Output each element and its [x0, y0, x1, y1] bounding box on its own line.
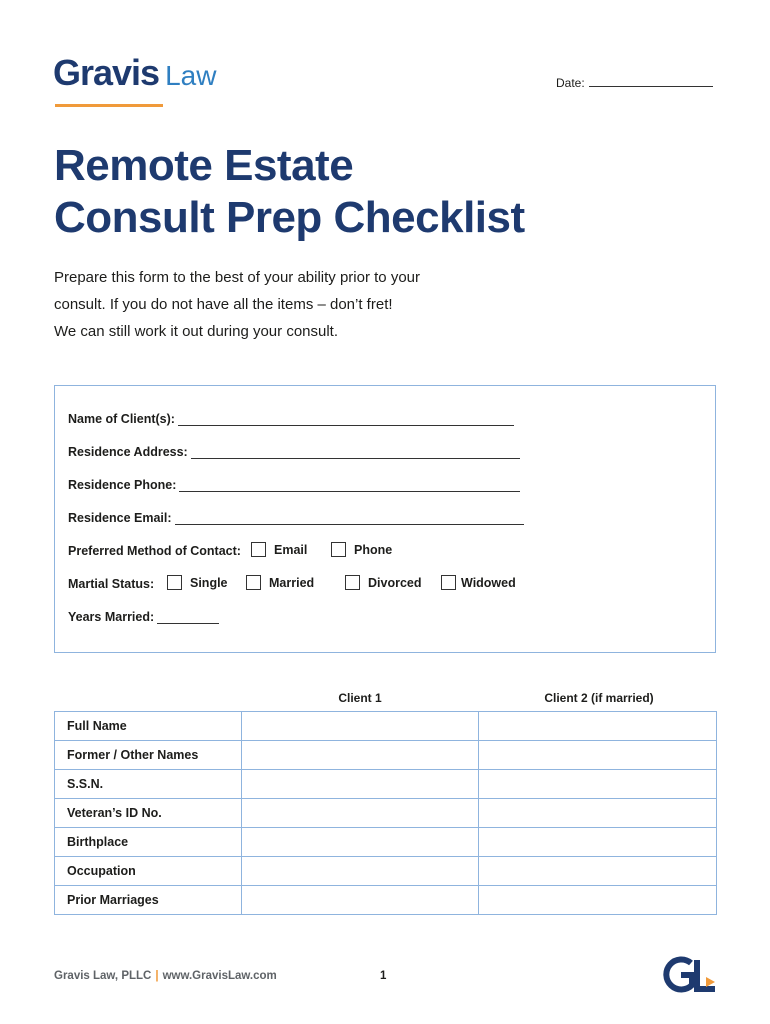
- client-1-cell[interactable]: [241, 799, 479, 828]
- client-details-table: [54, 711, 717, 915]
- intro-line-3: We can still work it out during your consult.: [54, 323, 339, 340]
- marital-status-label: Martial Status:: [68, 577, 155, 591]
- footer-company-info: [54, 970, 277, 982]
- email-label: Residence Email:: [68, 511, 172, 525]
- contact-phone-label: Phone: [354, 542, 393, 557]
- table-row: [55, 712, 717, 741]
- table-row: [55, 770, 717, 799]
- footer-separator: |: [155, 970, 159, 982]
- client-2-cell[interactable]: [479, 886, 717, 915]
- contact-phone-checkbox[interactable]: [331, 542, 346, 557]
- gl-monogram-icon: [661, 956, 721, 994]
- email-line[interactable]: [175, 512, 524, 525]
- logo-brand: Gravis: [53, 52, 160, 93]
- marital-single-checkbox[interactable]: [167, 575, 182, 590]
- phone-line[interactable]: [179, 479, 520, 492]
- client-1-cell[interactable]: [241, 886, 479, 915]
- intro-line-1: Prepare this form to the best of your ability prior to your: [54, 269, 420, 286]
- marital-married-label: Married: [269, 575, 315, 590]
- page-number: 1: [380, 970, 387, 982]
- marital-single-option[interactable]: [167, 575, 228, 590]
- table-row: [55, 886, 717, 915]
- marital-divorced-checkbox[interactable]: [345, 575, 360, 590]
- row-label: Veteran’s ID No.: [55, 799, 242, 828]
- intro-text: [54, 264, 534, 345]
- contact-email-option[interactable]: [251, 542, 307, 557]
- client-1-cell[interactable]: [241, 712, 479, 741]
- contact-method-label: Preferred Method of Contact:: [68, 544, 241, 558]
- client-details-table-body: [55, 712, 717, 915]
- table-row: [55, 741, 717, 770]
- client-2-cell[interactable]: [479, 828, 717, 857]
- client-1-cell[interactable]: [241, 741, 479, 770]
- marital-status-label-row: [68, 577, 154, 591]
- contact-method-label-row: [68, 544, 241, 558]
- logo-law: Law: [165, 60, 217, 91]
- years-married-field[interactable]: [68, 610, 219, 624]
- client-2-cell[interactable]: [479, 770, 717, 799]
- date-field[interactable]: [556, 75, 713, 90]
- page-title: [54, 140, 674, 244]
- client-2-cell[interactable]: [479, 799, 717, 828]
- address-line[interactable]: [191, 446, 520, 459]
- marital-widowed-label: Widowed: [461, 575, 516, 590]
- contact-phone-option[interactable]: [331, 542, 392, 557]
- address-label: Residence Address:: [68, 445, 188, 459]
- years-married-label: Years Married:: [68, 610, 155, 624]
- phone-label: Residence Phone:: [68, 478, 177, 492]
- client-1-cell[interactable]: [241, 828, 479, 857]
- row-label: Birthplace: [55, 828, 242, 857]
- date-blank-line[interactable]: [589, 75, 713, 87]
- marital-widowed-option[interactable]: [441, 575, 516, 590]
- marital-widowed-checkbox[interactable]: [441, 575, 456, 590]
- client-info-box: [54, 385, 716, 653]
- table-row: [55, 828, 717, 857]
- intro-line-2: consult. If you do not have all the items – don’t fret!: [54, 296, 393, 313]
- client-2-cell[interactable]: [479, 741, 717, 770]
- marital-married-option[interactable]: [246, 575, 314, 590]
- column-header-client-2: Client 2 (if married): [544, 691, 654, 705]
- phone-field[interactable]: [68, 478, 520, 492]
- footer-website-link[interactable]: www.GravisLaw.com: [162, 970, 277, 982]
- marital-single-label: Single: [190, 575, 228, 590]
- title-line-1: Remote Estate: [54, 141, 354, 190]
- client-names-field[interactable]: [68, 412, 514, 426]
- title-line-2: Consult Prep Checklist: [54, 193, 525, 242]
- client-names-label: Name of Client(s):: [68, 412, 175, 426]
- row-label: Full Name: [55, 712, 242, 741]
- column-header-client-1: Client 1: [338, 691, 382, 705]
- table-row: [55, 799, 717, 828]
- client-1-cell[interactable]: [241, 770, 479, 799]
- table-row: [55, 857, 717, 886]
- row-label: Occupation: [55, 857, 242, 886]
- date-label: Date:: [556, 76, 585, 90]
- gravis-law-logo: [53, 52, 216, 92]
- logo-underline: [55, 104, 163, 107]
- address-field[interactable]: [68, 445, 520, 459]
- email-field[interactable]: [68, 511, 524, 525]
- years-married-line[interactable]: [157, 611, 219, 624]
- row-label: S.S.N.: [55, 770, 242, 799]
- row-label: Former / Other Names: [55, 741, 242, 770]
- footer-company: Gravis Law, PLLC: [54, 970, 152, 982]
- contact-email-checkbox[interactable]: [251, 542, 266, 557]
- row-label: Prior Marriages: [55, 886, 242, 915]
- client-2-cell[interactable]: [479, 712, 717, 741]
- client-1-cell[interactable]: [241, 857, 479, 886]
- contact-email-label: Email: [274, 542, 308, 557]
- client-2-cell[interactable]: [479, 857, 717, 886]
- marital-divorced-option[interactable]: [345, 575, 422, 590]
- client-names-line[interactable]: [178, 413, 514, 426]
- marital-married-checkbox[interactable]: [246, 575, 261, 590]
- marital-divorced-label: Divorced: [368, 575, 422, 590]
